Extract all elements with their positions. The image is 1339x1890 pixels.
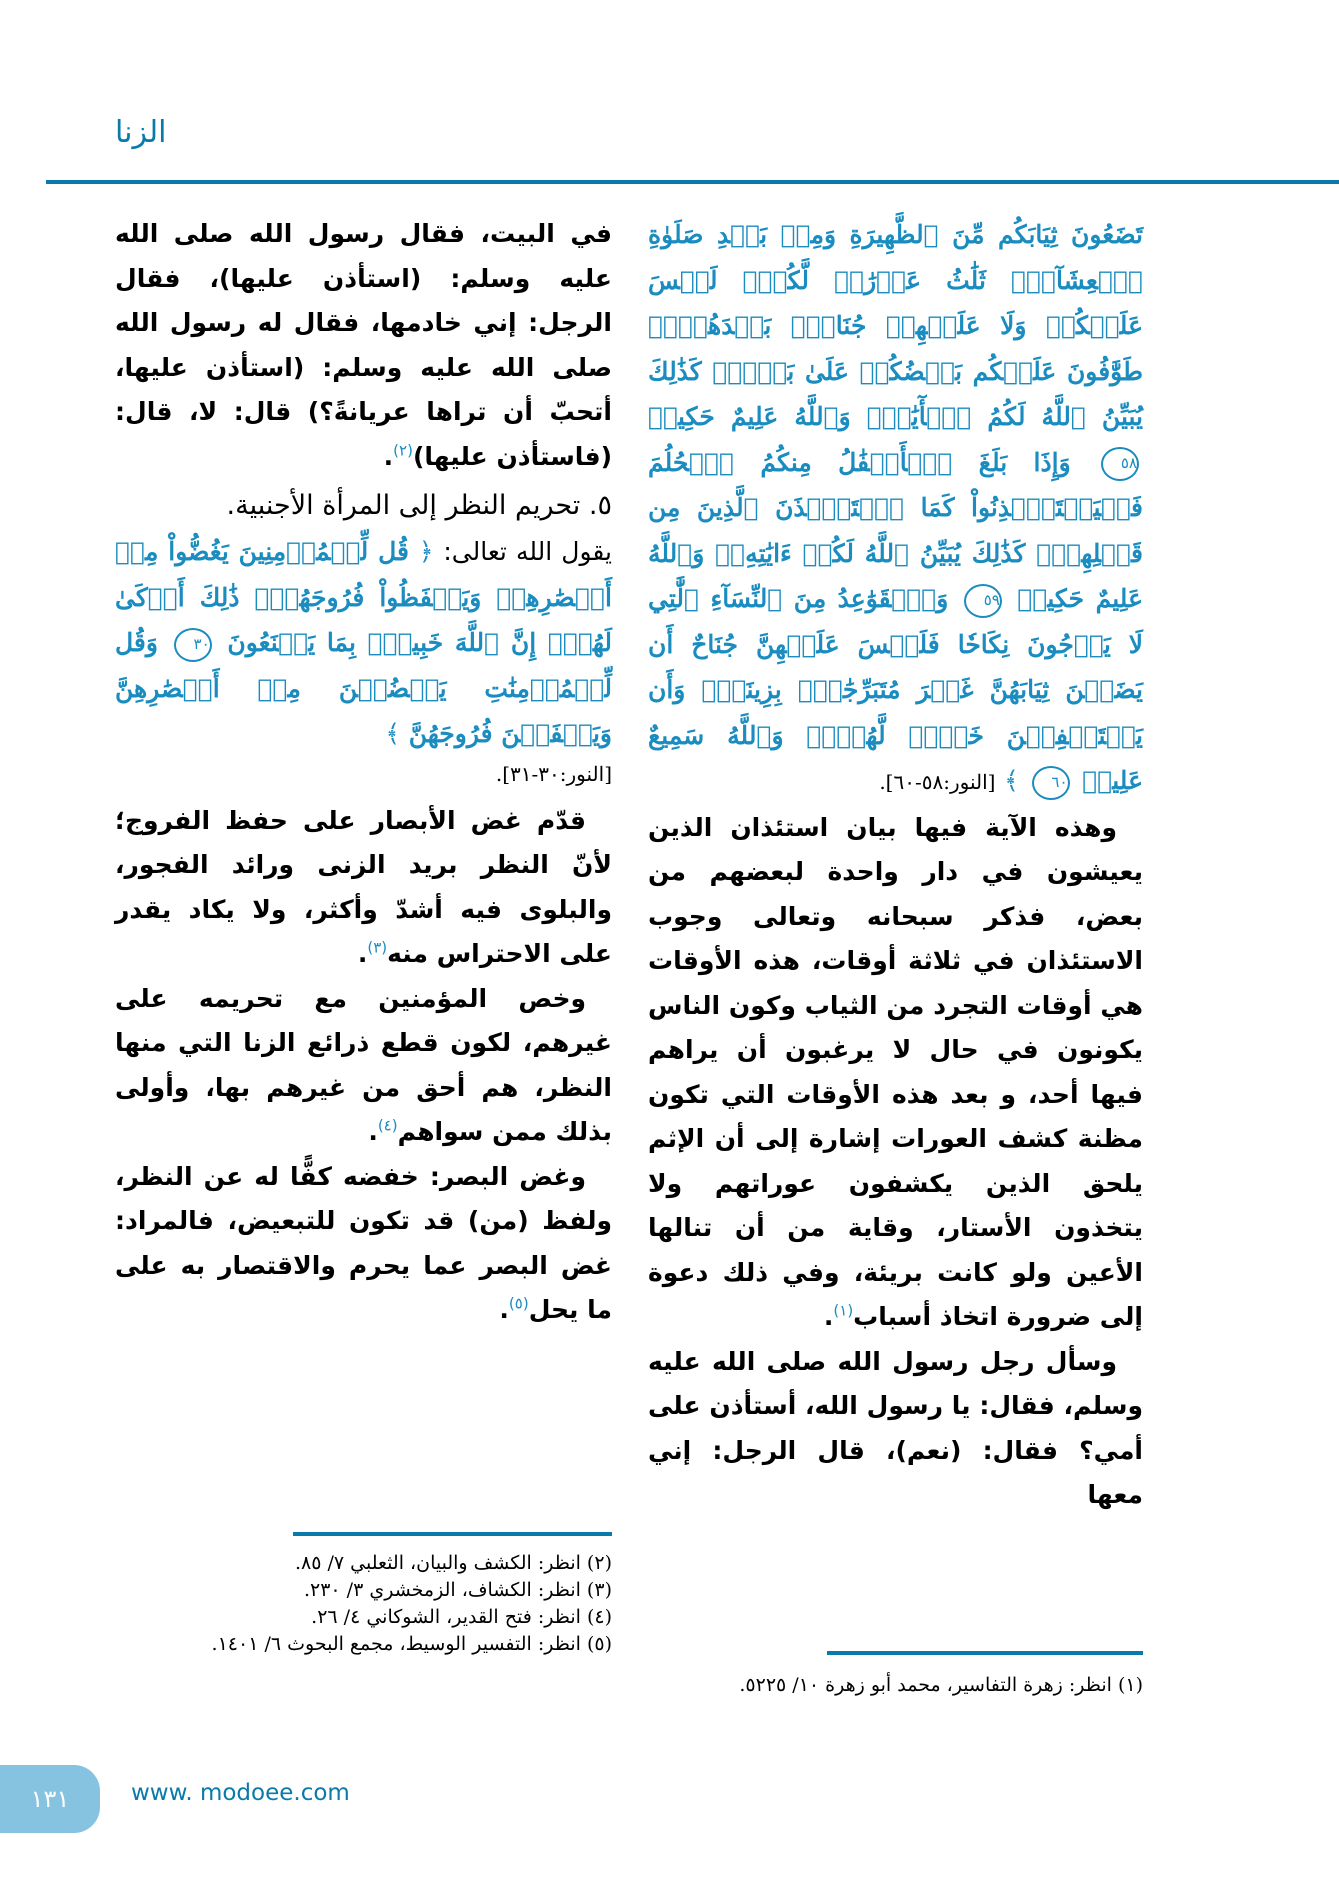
footnote-4: (٤) انظر: فتح القدير، الشوكاني ٤/ ٢٦. [311,1606,612,1628]
footnote-ref-2[interactable]: (٢) [393,441,413,460]
body-paragraph: في البيت، فقال رسول الله صلى الله عليه وسلم: (استأذن عليها)، فقال الرجل: إني خادمها، فقال له رسول الله صلى الله عليه وسلم: (استأذن عليها، أتحبّ أن تراها عريانةً؟) قال: لا، قال: (فاستأذن عليها)$^{(٢)}$. [115,219,612,471]
quran-close-ornament-icon: ﴾ [385,719,401,748]
footnote-5: (٥) انظر: التفسير الوسيط، مجمع البحوث ٦/ ١٤٠١. [211,1633,612,1655]
footnotes-right [648,1672,1143,1699]
footnote-2: (٢) انظر: الكشف والبيان، الثعلبي ٧/ ٨٥. [294,1552,612,1574]
quran-text-60: وَٱلۡقَوَٰعِدُ مِنَ ٱلنِّسَآءِ ٱلَّٰتِي لَا يَرۡجُونَ نِكَاحٗا فَلَيۡسَ عَلَيۡهِنَّ جُنَاحٌ أَن يَضَعۡنَ ثِيَابَهُنَّ غَيۡرَ مُتَبَرِّجَٰتِۭ بِزِينَةٖۖ وَأَن يَسۡتَعۡفِفۡنَ خَيۡرٞ لَّهُنَّۗ وَٱللَّهُ سَمِيعٌ عَلِيمٞ [648,584,1143,795]
footnote-ref-5[interactable]: (٥) [508,1294,529,1313]
ayah-number-58: ٥٨ [1101,447,1139,481]
ayah-number-60: ٦٠ [1032,766,1070,800]
footnote-ref-3[interactable]: (٣) [367,938,388,957]
paragraph-text: وسأل رجل رسول الله صلى الله عليه وسلم، فقال: يا رسول الله، أستأذن على أمي؟ فقال: (نعم)، قال الرجل: إني معها [648,1346,1143,1509]
paragraph-text: وخص المؤمنين مع تحريمه على غيرهم، لكون قطع ذرائع الزنا التي منها النظر، هم أحق من غيرهم بها، وأولى بذلك ممن سواهم [115,983,612,1146]
header-divider [46,180,1339,184]
ayah-number-59: ٥٩ [964,584,1002,618]
quran-text-58: تَضَعُونَ ثِيَابَكُم مِّنَ ٱلظَّهِيرَةِ وَمِنۢ بَعۡدِ صَلَوٰةِ ٱلۡعِشَآءِۚ ثَلَٰثُ عَوۡرَٰتٖ لَّكُمۡۚ لَيۡسَ عَلَيۡكُمۡ وَلَا عَلَيۡهِمۡ جُنَاحُۢ بَعۡدَهُنَّۚ طَوَّٰفُونَ عَلَيۡكُم بَعۡضُكُمۡ عَلَىٰ بَعۡضٖۚ كَذَٰلِكَ يُبَيِّنُ ٱللَّهُ لَكُمُ ٱلۡأٓيَٰتِۗ وَٱللَّهُ عَلِيمٌ حَكِيمٞ [648,220,1143,431]
paragraph-text: قدّم غض الأبصار على حفظ الفروج؛ لأنّ النظر بريد الزنى ورائد الفجور، والبلوى فيه أشدّ وأكثر، ولا يكاد يقدر على الاحتراس منه [115,805,612,968]
quran-passage-nur-30-31 [115,529,612,757]
footnotes-left [115,1550,612,1658]
quran-text-31: وَقُل لِّلۡمُؤۡمِنَٰتِ يَغۡضُضۡنَ مِنۡ أَبۡصَٰرِهِنَّ وَيَحۡفَظۡنَ فُرُوجَهُنَّ [115,628,612,748]
quran-close-ornament-icon: ﴾ [1004,766,1019,795]
quran-intro: يقول الله تعالى: [443,537,612,566]
section-heading: ٥. تحريم النظر إلى المرأة الأجنبية. [226,490,612,521]
footnote-divider-right [827,1651,1143,1655]
left-column [115,212,612,1333]
quran-open-ornament-icon: ﴿ [418,537,434,566]
right-column [648,212,1143,1518]
page-number-badge: ١٣١ [0,1765,100,1833]
body-paragraph [648,1340,1143,1518]
body-paragraph: وغض البصر: خفضه كفًّا له عن النظر، ولفظ (من) قد تكون للتبعيض، فالمراد: غض البصر عما يحرم والاقتصار به على ما يحل$^{(٥)}$. [115,1161,612,1324]
quran-text-30: قُل لِّلۡمُؤۡمِنِينَ يَغُضُّواْ مِنۡ أَبۡصَٰرِهِمۡ وَيَحۡفَظُواْ فُرُوجَهُمۡۚ ذَٰلِكَ أَزۡكَىٰ لَهُمۡۚ إِنَّ ٱللَّهَ خَبِيرُۢ بِمَا يَصۡنَعُونَ [115,537,612,657]
quran-reference: [النور:٥٨-٦٠]. [879,770,996,794]
paragraph-text: وهذه الآية فيها بيان استئذان الذين يعيشون في دار واحدة لبعضهم من بعض، فذكر سبحانه وتعالى وجوب الاستئذان في ثلاثة أوقات، هذه الأوقات هي أوقات التجرد من الثياب وكون الناس يكونون في حال لا يرغبون أن يراهم فيها أحد، و بعد هذه الأوقات التي تكون مظنة كشف العورات إشارة إلى أن الإثم يلحق الذين يكشفون عوراتهم ولا يتخذون الأستار، وقاية من أن تنالها الأعين ولو كانت بريئة، وفي ذلك دعوة إلى ضرورة اتخاذ أسباب [648,812,1143,1331]
footnote-ref-1[interactable]: (١) [833,1301,854,1320]
quran-text-59: وَإِذَا بَلَغَ ٱلۡأَطۡفَٰلُ مِنكُمُ ٱلۡحُلُمَ فَلۡيَسۡتَـٔۡذِنُواْ كَمَا ٱسۡتَـٔۡذَنَ ٱلَّذِينَ مِن قَبۡلِهِمۡۚ كَذَٰلِكَ يُبَيِّنُ ٱللَّهُ لَكُمۡ ءَايَٰتِهِۦۗ وَٱللَّهُ عَلِيمٌ حَكِيمٞ [648,447,1143,613]
paragraph-text: في البيت، فقال رسول الله صلى الله عليه وسلم: (استأذن عليها)، فقال الرجل: إني خادمها، فقال له رسول الله صلى الله عليه وسلم: (استأذن عليها، أتحبّ أن تراها عريانةً؟) قال: لا، قال: (فاستأذن عليها) [115,219,612,471]
website-link[interactable]: www. modoee.com [131,1780,350,1806]
ayah-number-30: ٣٠ [174,628,212,662]
footnote-ref-4[interactable]: (٤) [377,1116,398,1135]
paragraph-text: وغض البصر: خفضه كفًّا له عن النظر، ولفظ (من) قد تكون للتبعيض، فالمراد: غض البصر عما يحرم والاقتصار به على ما يحل [115,1161,612,1324]
footnote-1: (١) انظر: زهرة التفاسير، محمد أبو زهرة ١٠/ ٥٢٢٥. [739,1674,1143,1696]
quran-reference: [النور:٣٠-٣١]. [495,761,612,786]
quran-passage-nur-58-60 [648,212,1143,806]
chapter-title: الزنا [115,115,167,150]
body-paragraph: قدّم غض الأبصار على حفظ الفروج؛ لأنّ النظر بريد الزنى ورائد الفجور، والبلوى فيه أشدّ وأكثر، ولا يكاد يقدر على الاحتراس منه$^{(٣)}$. [115,805,612,968]
footnote-3: (٣) انظر: الكشاف، الزمخشري ٣/ ٢٣٠. [303,1579,612,1601]
footnote-divider-left [293,1532,612,1536]
body-paragraph: وخص المؤمنين مع تحريمه على غيرهم، لكون قطع ذرائع الزنا التي منها النظر، هم أحق من غيرهم بها، وأولى بذلك ممن سواهم$^{(٤)}$. [115,983,612,1146]
body-paragraph: وهذه الآية فيها بيان استئذان الذين يعيشون في دار واحدة لبعضهم من بعض، فذكر سبحانه وتعالى وجوب الاستئذان في ثلاثة أوقات، هذه الأوقات هي أوقات التجرد من الثياب وكون الناس يكونون في حال لا يرغبون أن يراهم فيها أحد، و بعد هذه الأوقات التي تكون مظنة كشف العورات إشارة إلى أن الإثم يلحق الذين يكشفون عوراتهم ولا يتخذون الأستار، وقاية من أن تنالها الأعين ولو كانت بريئة، وفي ذلك دعوة إلى ضرورة اتخاذ أسباب$^{(١)}$. [648,812,1143,1331]
